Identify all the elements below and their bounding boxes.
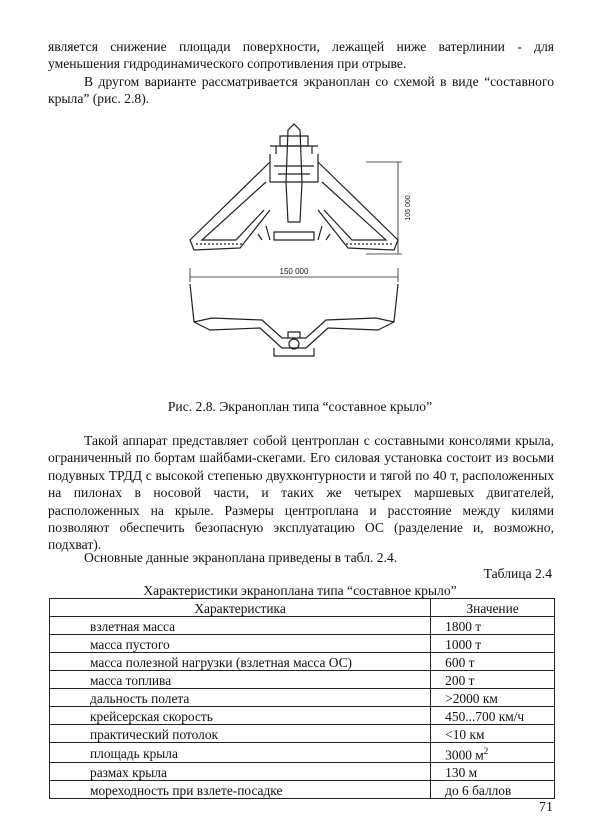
row-name: мореходность при взлете-посадке [50,781,431,799]
table-header-row [50,599,555,617]
row-name: дальность полета [50,689,431,707]
figure-caption: Рис. 2.8. Экраноплан типа “составное крыло” [167,399,433,414]
table-title: Характеристики экраноплана типа “составное крыло” [143,583,457,598]
table-row [50,617,555,635]
row-value: 130 м [431,763,555,781]
row-value: 200 т [431,671,555,689]
row-value: до 6 баллов [431,781,555,799]
table-row [50,707,555,725]
header-value: Значение [431,599,555,617]
row-name: крейсерская скорость [50,707,431,725]
ekranoplan-drawing [170,122,420,372]
table-row [50,781,555,799]
nose-engine-pylons [280,136,308,146]
left-wing [190,162,270,250]
row-name: масса полезной нагрузки (взлетная масса ОС) [50,653,431,671]
row-name: масса топлива [50,671,431,689]
row-value-superscript: 2 [483,746,489,756]
row-value: 450...700 км/ч [431,707,555,725]
right-wing [318,162,398,250]
center-skeg [274,232,314,240]
row-name: масса пустого [50,635,431,653]
row-value-text: 3000 м [445,747,484,763]
table-row [50,763,555,781]
row-value: 1000 т [431,635,555,653]
row-name: взлетная масса [50,617,431,635]
row-value [431,743,555,763]
length-dimension: 105 000 [405,195,412,221]
paragraph-1: является снижение площади поверхности, лежащей ниже ватерлинии - для уменьшения гидродинамического сопротивления при отрыве. [48,39,554,72]
row-name: площадь крыла [50,743,431,763]
row-value: 1800 т [431,617,555,635]
header-characteristic: Характеристика [50,599,431,617]
paragraph-3: Такой аппарат представляет собой центроплан с составными консолями крыла, ограниченный по бортам шайбами-скегами. Его силовая установка состоит из восьми подувных ТРДД с высокой степенью двухконтурности и тягой по 40 т, расположенных на пилонах в носовой части, и таких же четырех маршевых двигателей, расположенных на крыле. Размеры центроплана и расстояние между килями позволяют обеспечить безопасную эксплуатацию ОС (разделение и, возможно, подхват). [48,433,554,553]
row-value: <10 км [431,725,555,743]
table-row [50,689,555,707]
table-label: Таблица 2.4 [483,566,552,581]
paragraph-2: В другом варианте рассматривается экраноплан со схемой в виде “составного крыла” (рис. 2.8). [48,74,554,107]
row-name: размах крыла [50,763,431,781]
table-row [50,653,555,671]
table-row [50,725,555,743]
page-number: 71 [539,800,553,815]
row-name: практический потолок [50,725,431,743]
row-value: 600 т [431,653,555,671]
span-dimension: 150 000 [279,267,309,276]
table-row [50,635,555,653]
paragraph-4: Основные данные экраноплана приведены в табл. 2.4. [84,550,398,565]
table-row [50,671,555,689]
table-row [50,743,555,763]
row-value: >2000 км [431,689,555,707]
fuselage-outline [286,124,302,222]
centroplane [270,154,318,182]
characteristics-table [49,598,555,799]
